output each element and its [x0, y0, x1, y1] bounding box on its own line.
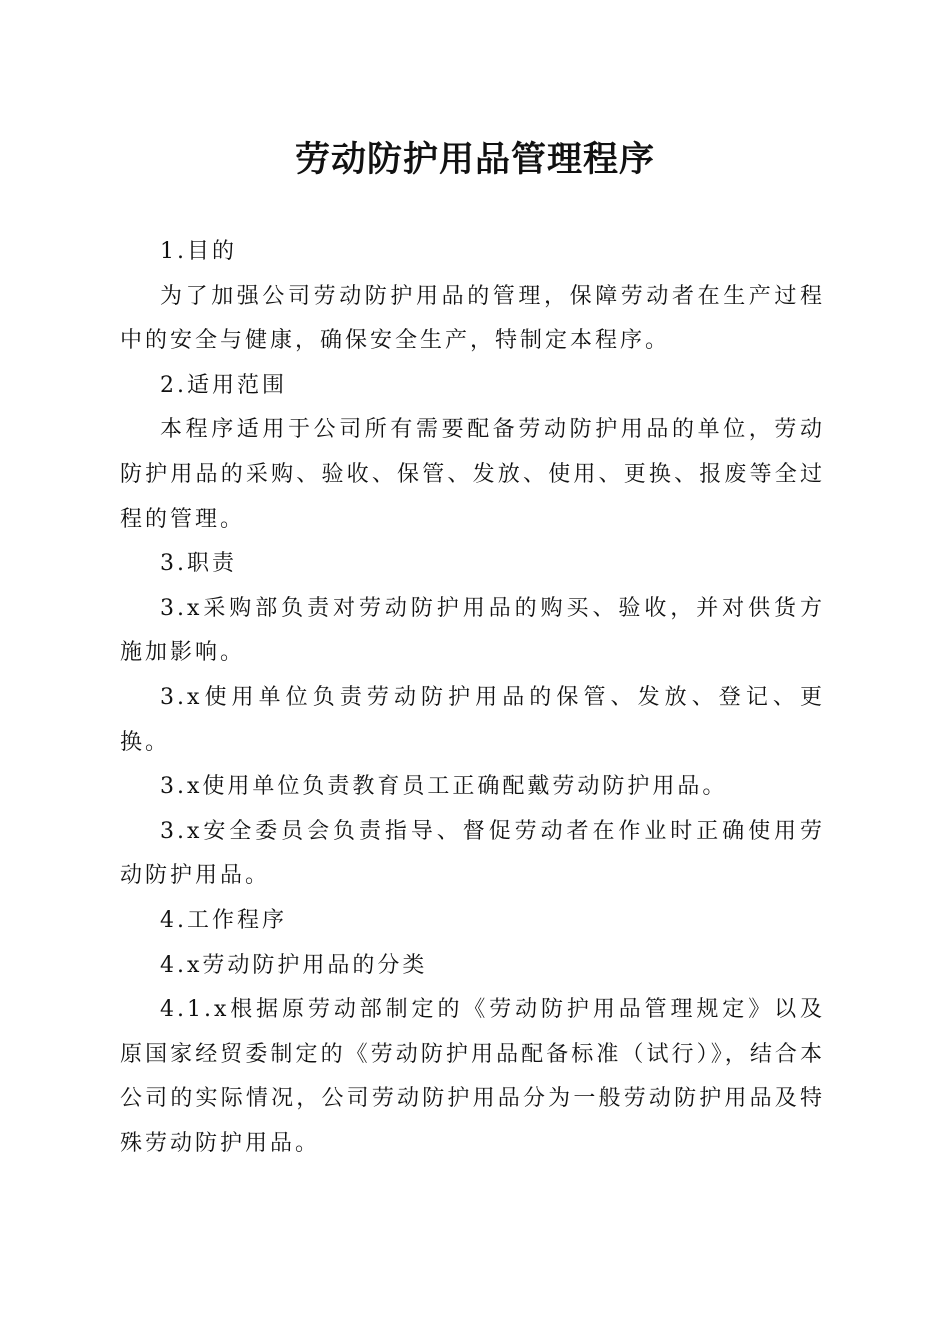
paragraph-responsibility-custody: 3.x使用单位负责劳动防护用品的保管、发放、登记、更换。 [120, 684, 825, 755]
subsection-heading-classification: 4.x劳动防护用品的分类 [160, 952, 428, 978]
document-body [120, 230, 825, 1166]
section-heading-procedure: 4.工作程序 [160, 907, 287, 933]
paragraph-responsibility-safety-committee: 3.x安全委员会负责指导、督促劳动者在作业时正确使用劳动防护用品。 [120, 818, 825, 889]
section-heading-responsibilities: 3.职责 [160, 551, 237, 577]
section-heading-scope: 2.适用范围 [160, 372, 287, 398]
paragraph-responsibility-purchasing: 3.x采购部负责对劳动防护用品的购买、验收，并对供货方施加影响。 [120, 595, 825, 666]
paragraph-responsibility-training: 3.x使用单位负责教育员工正确配戴劳动防护用品。 [160, 774, 728, 800]
paragraph-purpose: 为了加强公司劳动防护用品的管理，保障劳动者在生产过程中的安全与健康，确保安全生产，特制定本程序。 [120, 283, 825, 354]
paragraph-scope: 本程序适用于公司所有需要配备劳动防护用品的单位，劳动防护用品的采购、验收、保管、发放、使用、更换、报废等全过程的管理。 [120, 417, 825, 532]
paragraph-classification: 4.1.x根据原劳动部制定的《劳动防护用品管理规定》以及原国家经贸委制定的《劳动防护用品配备标准（试行）》，结合本公司的实际情况，公司劳动防护用品分为一般劳动防护用品及特殊劳动防护用品。 [120, 997, 825, 1156]
section-heading-purpose: 1.目的 [160, 239, 237, 264]
document-title: 劳动防护用品管理程序 [294, 139, 655, 180]
